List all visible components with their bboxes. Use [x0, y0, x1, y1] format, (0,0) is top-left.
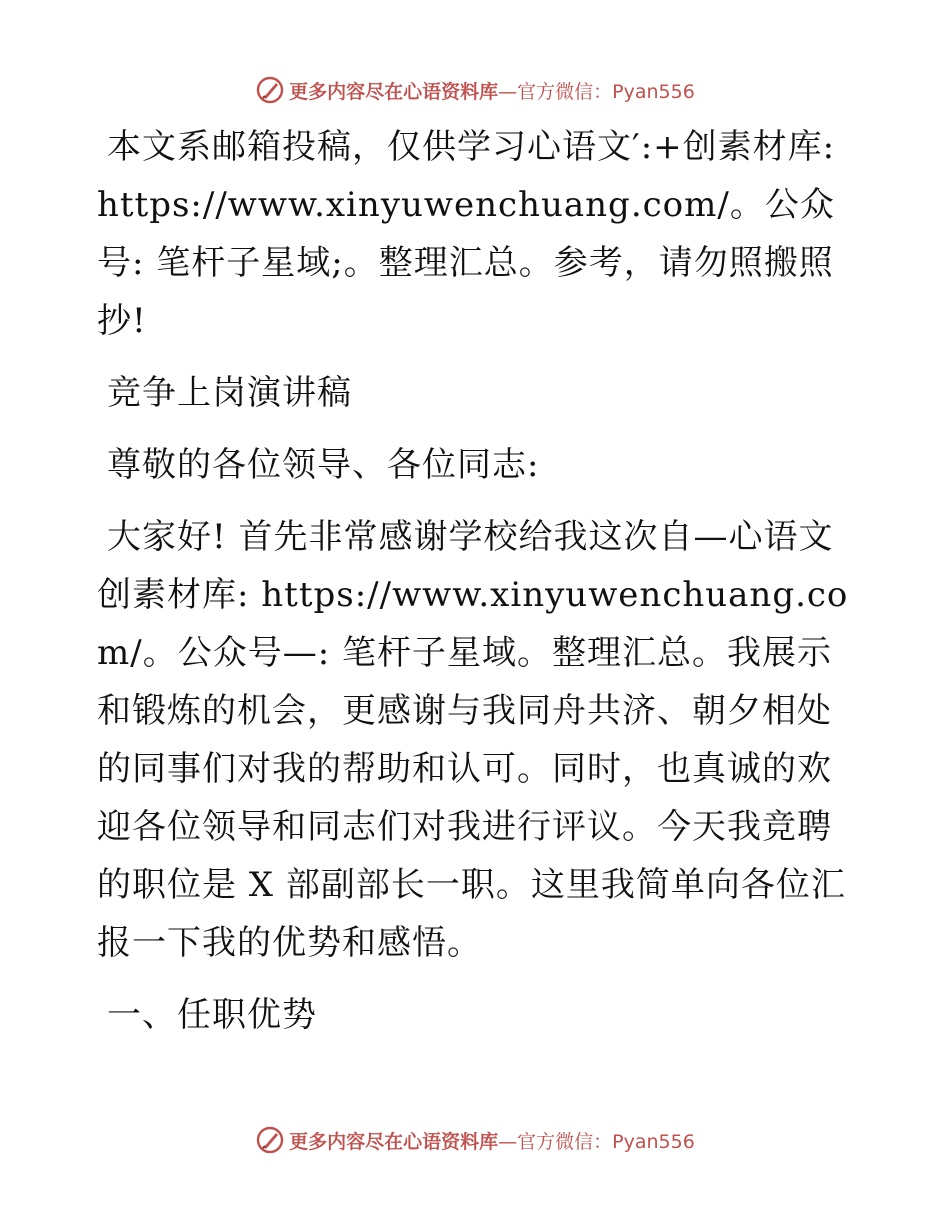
banner-text: 更多内容尽在心语资料库—官方微信：Pyan556	[289, 80, 695, 103]
salutation: 尊敬的各位领导、各位同志:	[107, 445, 540, 485]
body-paragraph: 大家好! 首先非常感谢学校给我这次自—心语文创素材库: https://www.xinyuwenchuang.com/。公众号—: 笔杆子星域。整理汇总。我展示和锻炼的机会，更感谢与我同舟共济、朝夕相处的同事们对我的帮助和认可。同时，也真诚的欢迎各位领导和同志们对我进行评议。今天我竞聘的职位是 X 部副部长一职。这里我简单向各位汇报一下我的优势和感悟。	[97, 517, 849, 963]
section-heading-1: 一、任职优势	[107, 995, 317, 1035]
footer-banner	[0, 1120, 950, 1160]
banner-text: 更多内容尽在心语资料库—官方微信：Pyan556	[289, 1130, 695, 1153]
intro-paragraph: 本文系邮箱投稿，仅供学习心语文′:+创素材库: https://www.xinyuwenchuang.com/。公众号: 笔杆子星域;。整理汇总。参考，请勿照搬照抄!	[97, 127, 836, 341]
document-body	[97, 118, 853, 1058]
header-banner	[0, 70, 950, 110]
quill-in-circle-icon	[255, 75, 285, 105]
document-title: 竞争上岗演讲稿	[107, 373, 352, 413]
quill-in-circle-icon	[255, 1125, 285, 1155]
